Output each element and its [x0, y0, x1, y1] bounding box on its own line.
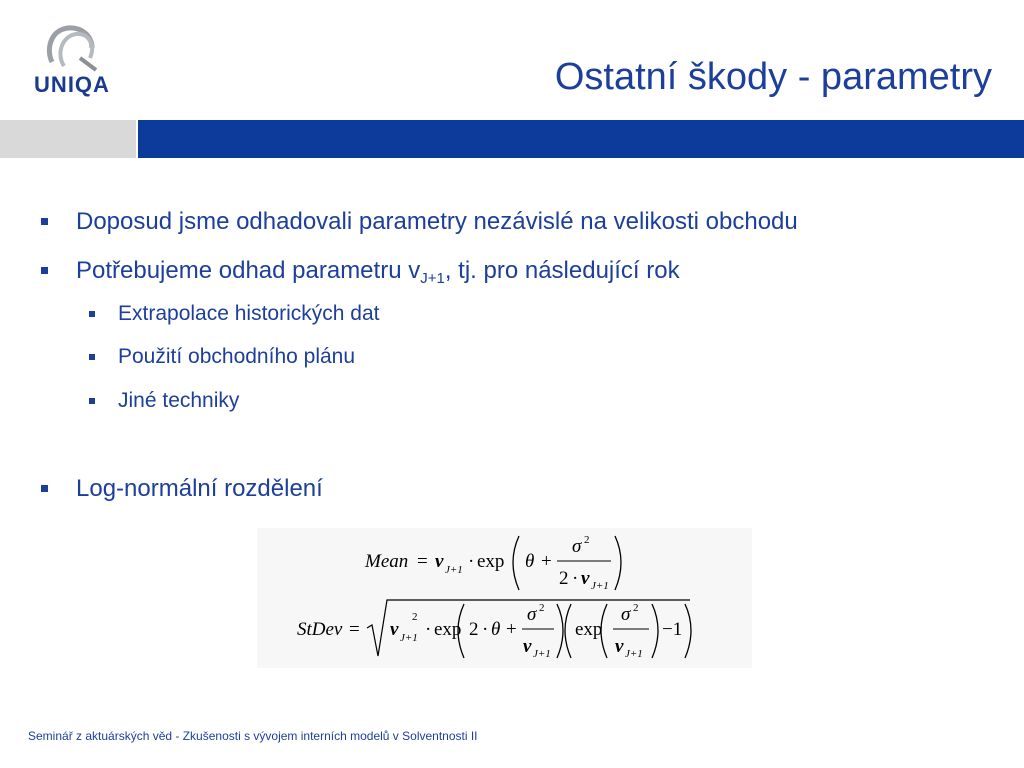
bullet-square-icon: [41, 218, 48, 225]
sub-bullet-item: [118, 345, 355, 369]
two-constant: 2: [469, 619, 479, 640]
bullet-text: Potřebujeme odhad parametru v: [76, 257, 421, 284]
v-subscript: J+1: [445, 564, 463, 576]
right-paren: [557, 604, 563, 658]
header-band-gray: [0, 120, 136, 158]
bullet-square-icon: [89, 354, 95, 360]
sigma-exponent: 2: [584, 534, 590, 546]
bullet-square-icon: [89, 398, 95, 404]
bullet-item: [76, 257, 680, 285]
plus-sign: +: [506, 619, 517, 640]
plus-sign: +: [541, 551, 552, 572]
v-subscript: J+1: [400, 632, 418, 644]
slide-title: Ostatní škody - parametry: [554, 56, 992, 98]
bullet-text: Log-normální rozdělení: [76, 475, 323, 502]
dot-operator: ·: [468, 551, 475, 572]
bullet-text: Doposud jsme odhadovali parametry nezávislé na velikosti obchodu: [76, 208, 798, 235]
theta-symbol: θ: [491, 619, 501, 640]
stdev-label: StDev: [297, 619, 343, 640]
sub-bullet-text: Použití obchodního plánu: [118, 345, 356, 368]
sigma-symbol: σ: [572, 536, 582, 557]
right-paren: [685, 604, 691, 658]
left-paren: [513, 536, 519, 590]
v-subscript: J+1: [591, 580, 609, 592]
sub-bullet-item: [118, 302, 379, 326]
header-band-blue: [138, 120, 1024, 158]
formula-svg: [257, 528, 752, 668]
sub-bullet-text: Jiné techniky: [118, 389, 240, 412]
exp-function: exp: [575, 619, 603, 640]
uniqa-logo: [22, 20, 122, 100]
bullet-square-icon: [41, 485, 48, 492]
exp-function: exp: [477, 551, 505, 572]
uniqa-logo-text: UNIQA: [34, 72, 110, 97]
uniqa-logo-mark-icon: [42, 22, 102, 72]
bullet-item: [76, 475, 323, 503]
sigma-exponent: 2: [633, 602, 639, 614]
equals-sign: =: [349, 619, 360, 640]
theta-symbol: θ: [525, 551, 535, 572]
v-symbol: v: [390, 619, 399, 640]
dot-operator: ·: [572, 568, 579, 589]
equals-sign: =: [417, 551, 428, 572]
dot-operator: ·: [482, 619, 489, 640]
bullet-subscript: J+1: [420, 270, 445, 287]
two-constant: 2: [559, 568, 569, 589]
bullet-square-icon: [89, 311, 95, 317]
exp-function: exp: [434, 619, 462, 640]
left-paren: [565, 604, 571, 658]
bullet-item: [76, 208, 798, 236]
sigma-exponent: 2: [539, 602, 545, 614]
v-subscript: J+1: [625, 648, 643, 660]
formula-image: [257, 528, 752, 668]
sub-bullet-item: [118, 389, 239, 413]
v-symbol: v: [581, 568, 590, 589]
minus-one: −1: [662, 619, 683, 640]
right-paren: [652, 604, 658, 658]
sigma-symbol: σ: [621, 604, 631, 625]
v-subscript: J+1: [533, 648, 551, 660]
sigma-symbol: σ: [527, 604, 537, 625]
right-paren: [615, 536, 621, 590]
footer-text: Seminář z aktuárských věd - Zkušenosti s vývojem interních modelů v Solventnosti II: [28, 729, 478, 743]
v-symbol: v: [523, 636, 532, 657]
v-exponent: 2: [412, 611, 418, 623]
bullet-square-icon: [41, 267, 48, 274]
sub-bullet-text: Extrapolace historických dat: [118, 302, 380, 325]
v-symbol: v: [435, 551, 444, 572]
v-symbol: v: [615, 636, 624, 657]
dot-operator: ·: [425, 619, 432, 640]
bullet-text: , tj. pro následující rok: [444, 257, 680, 284]
mean-label: Mean: [365, 551, 409, 572]
